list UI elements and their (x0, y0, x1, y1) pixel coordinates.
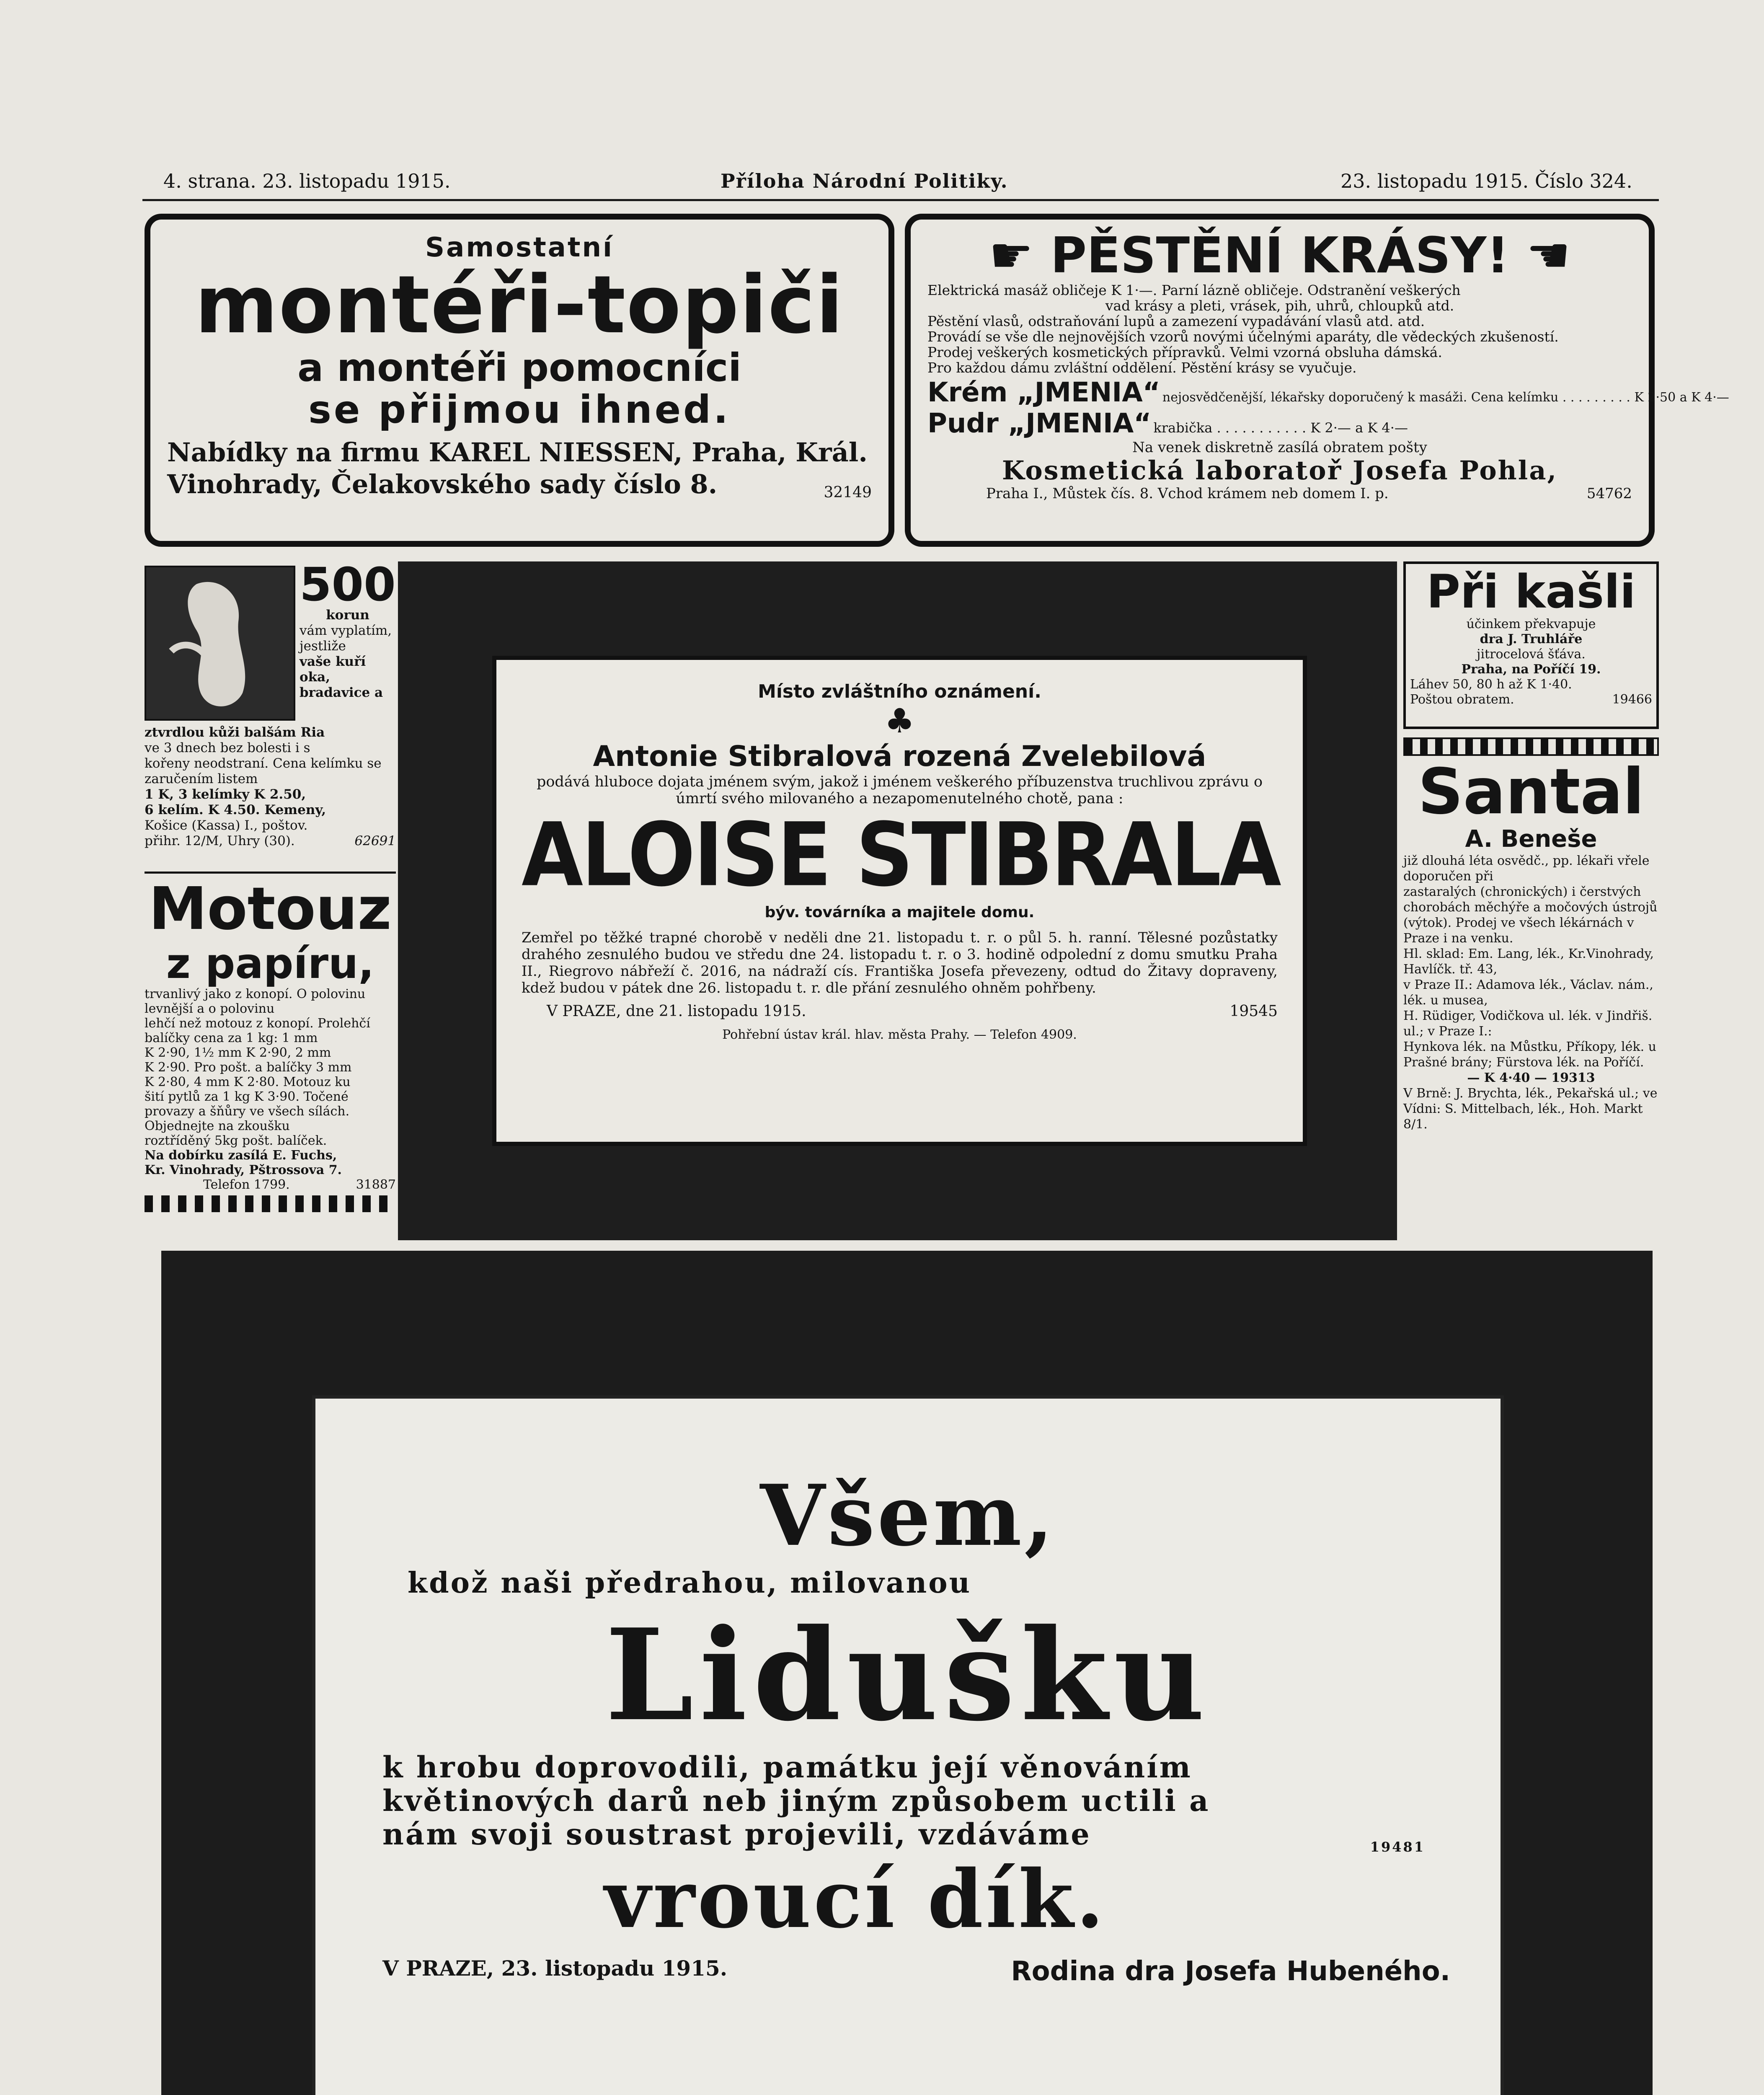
ad-motouz-line: roztříděný 5kg pošt. balíček. (145, 1133, 327, 1148)
ad-kasli-line: Láhev 50, 80 h až K 1·40. (1410, 677, 1572, 692)
notice-body: Zemřel po těžké trapné chorobě v neděli dne 21. listopadu t. r. o půl 5. h. ranní. Tělesné pozůstatky drahého zesnulého budou ve středu dne 24. listopadu t. r. o 3. hodině odpolední z domu smutku Praha II., Riegrovo nábřeží č. 2016, na nádraží cís. Františka Josefa převezeny, odtud do Žitavy dopraveny, kdež budou v pátek dne 26. listopadu t. r. dle přání zesnulého ohněm pohřbeny. (522, 929, 1278, 996)
ad-500-line: korun (326, 608, 369, 623)
right-column (1403, 561, 1659, 1240)
ad-krasa-pudr-label: Pudr „JMENIA“ (927, 408, 1152, 439)
ad-santal-line: již dlouhá léta osvědč., pp. lékaři vřele doporučen při (1403, 854, 1650, 884)
ad-santal-body (1403, 853, 1659, 1132)
ad-monteri-line6 (167, 468, 872, 500)
ad-500-code: 62691 (354, 833, 396, 848)
ad-monteri-topici (145, 214, 894, 547)
thanks-footer-row (341, 1956, 1475, 1987)
notice-place-date-line (522, 1002, 1278, 1021)
pointing-hand-icon: ☚ (1509, 226, 1571, 284)
pointing-hand-icon: ☛ (989, 226, 1051, 284)
ad-krasa-body-line: Prodej veškerých kosmetických přípravků. Velmi vzorná obsluha dámská. (927, 344, 1442, 360)
ad-motouz-line: trvanlivý jako z konopí. O polovinu levnější a o polovinu (145, 987, 366, 1016)
ad-santal-subtitle: A. Beneše (1465, 825, 1597, 853)
ad-krasa-krem (927, 377, 1729, 408)
ad-kasli-post: Poštou obratem. (1410, 692, 1514, 707)
ad-500-text-bottom (145, 725, 396, 849)
ad-krasa-pudr (927, 408, 1632, 439)
ad-motouz-line: lehčí než motouz z konopí. Prolehčí balíčky cena za 1 kg: 1 mm (145, 1016, 370, 1045)
ad-santal-price: — K 4·40 — 19313 (1467, 1071, 1595, 1085)
ad-motouz-body (145, 987, 396, 1192)
thanks-line5: květinových darů neb jiným způsobem uctili a (382, 1783, 1210, 1818)
ad-krasa-body (927, 282, 1632, 375)
thanks-line6: nám svoji soustrast projevili, vzdáváme (382, 1817, 1091, 1852)
ad-motouz (145, 874, 396, 1212)
ad-500-korun (145, 558, 396, 874)
notice-widow-name: Antonie Stibralová rozená Zvelebilová (593, 740, 1206, 773)
ad-kasli-line: účinkem překvapuje (1466, 617, 1596, 631)
ad-kasli-body (1410, 617, 1652, 707)
ad-pri-kasli (1403, 561, 1659, 729)
ad-krasa-body-line: Provádí se vše dle nejnovějších vzorů novými účelnými aparáty, dle vědeckých zkušeností. (927, 328, 1559, 345)
ad-500-text-top (300, 608, 396, 701)
ad-krasa-krem-label: Krém „JMENIA“ (927, 377, 1160, 408)
death-notice-stibral (492, 656, 1307, 1146)
thanks-closing: vroucí dík. (604, 1852, 1106, 1946)
ad-krasa-body-line: Elektrická masáž obličeje K 1·—. Parní lázně obličeje. Odstranění veškerých (927, 282, 1461, 298)
ad-krasa-venek: Na venek diskretně zasílá obratem pošty (1132, 439, 1427, 456)
ad-500-big: 500 (300, 558, 396, 611)
ad-santal-line: H. Rüdiger, Vodičkova ul. lék. v Jindřiš. ul.; v Praze I.: (1403, 1009, 1653, 1039)
header-rule (142, 199, 1659, 201)
thanks-code: 19481 (1370, 1839, 1425, 1855)
ad-santal-line: v Praze II.: Adamova lék., Václav. nám., lék. u musea, (1403, 978, 1653, 1008)
notice-place-date: V PRAZE, dne 21. listopadu 1915. (547, 1003, 806, 1020)
ad-motouz-line: provazy a šňůry ve všech sílách. Objednejte na zkoušku (145, 1104, 350, 1133)
ad-krasa-laboratory: Kosmetická laboratoř Josefa Pohla, (1002, 455, 1558, 486)
ad-motouz-line: K 2·90, 1½ mm K 2·90, 2 mm (145, 1045, 331, 1060)
ad-monteri-line5: Nabídky na firmu KAREL NIESSEN, Praha, Král. (167, 437, 868, 468)
ad-krasa-address-line (927, 485, 1632, 502)
ad-santal-line: Hl. sklad: Em. Lang, lék., Kr.Vinohrady, Havlíčk. tř. 43, (1403, 947, 1654, 977)
ad-500-line (145, 833, 396, 849)
ad-krasa-pudr-text: krabička . . . . . . . . . . . K 2·— a K 4·— (1153, 420, 1408, 436)
ad-kasli-line: dra J. Truhláře (1480, 632, 1583, 647)
ad-500-line: vám vyplatím, jestliže (300, 623, 392, 654)
issue-number: 23. listopadu 1915. Číslo 324. (1340, 170, 1632, 192)
ad-kasli-code: 19466 (1612, 692, 1652, 707)
ad-krasa-krem-text: nejosvědčenější, lékařsky doporučený k masáži. Cena kelímku . . . . . . . . . K 2·50 a K 4·— (1162, 390, 1729, 405)
ad-motouz-phone-line (145, 1177, 396, 1192)
notice-deceased-title: býv. továrníka a majitele domu. (764, 904, 1035, 921)
page-number-date: 4. strana. 23. listopadu 1915. (163, 170, 451, 192)
ad-santal-line: (výtok). Prodej ve všech lékárnách v Praze i na venku. (1403, 916, 1634, 946)
ad-500-line: 1 K, 3 kelímky K 2.50, (145, 787, 306, 802)
ad-motouz-line: Na dobírku zasílá E. Fuchs, (145, 1148, 337, 1163)
ad-krasa-body-line: Pro každou dámu zvláštní oddělení. Pěstění krásy se vyučuje. (927, 360, 1357, 376)
ad-krasa-body-line: Pěstění vlasů, odstraňování lupů a zamezení vypadávání vlasů atd. atd. (927, 313, 1425, 329)
decorative-border (1403, 737, 1659, 756)
ad-motouz-line: šití pytlů za 1 kg K 3·90. Točené (145, 1089, 349, 1104)
left-column (145, 558, 396, 1240)
ad-monteri-headline: montéři-topiči (195, 259, 844, 351)
thanks-line2: kdož naši předrahou, milovanou (408, 1566, 972, 1600)
ad-500-line: kořeny neodstraní. Cena kelímku se zaručením listem (145, 756, 382, 786)
supplement-title: Příloha Národní Politiky. (721, 170, 1008, 192)
notice-code: 19545 (1229, 1003, 1278, 1020)
thanks-notice-liduska (312, 1395, 1504, 2095)
ad-kasli-title: Při kašli (1426, 565, 1636, 618)
ad-kasli-line: Praha, na Poříčí 19. (1461, 662, 1601, 677)
ad-pesteni-krasy (905, 214, 1729, 547)
ad-krasa-address: Praha I., Můstek čís. 8. Vchod krámem neb domem I. p. (986, 485, 1389, 502)
ad-monteri-code: 32149 (824, 484, 872, 501)
ad-500-line: ztvrdlou kůži balšám Ria (145, 725, 325, 740)
ad-krasa-title-text: PĚSTĚNÍ KRÁSY! (1050, 226, 1509, 284)
thanks-greeting: Všem, (760, 1466, 1056, 1565)
ad-monteri-line1: Samostatní (425, 232, 614, 263)
ad-motouz-line: K 2·80, 4 mm K 2·80. Motouz ku (145, 1075, 351, 1089)
ad-500-address: přihr. 12/M, Uhry (30). (145, 833, 295, 848)
notice-intro: podává hluboce dojata jménem svým, jakož i jménem veškerého příbuzenstva truchlivou zprávu o úmrtí svého milovaného a nezapomenutelného chotě, pana : (536, 773, 1263, 807)
ad-motouz-title: Motouz (149, 875, 392, 943)
notice-undertaker: Pohřební ústav král. hlav. města Prahy. — Telefon 4909. (722, 1027, 1077, 1042)
notice-deceased-name: ALOISE STIBRALA (522, 804, 1280, 906)
ad-motouz-line: Kr. Vinohrady, Pštrossova 7. (145, 1163, 342, 1177)
ad-santal-title: Santal (1418, 755, 1645, 828)
ad-monteri-line3: a montéři pomocníci (297, 345, 741, 390)
ad-krasa-body-line: vad krásy a pleti, vrásek, pih, uhrů, chloupků atd. (1105, 297, 1454, 314)
ad-santal-line: Hynkova lék. na Můstku, Příkopy, lék. u Prašné brány; Fürstova lék. na Poříčí. (1403, 1040, 1656, 1070)
ad-motouz-phone: Telefon 1799. (203, 1177, 290, 1192)
ad-motouz-subtitle: z papíru, (166, 939, 374, 988)
ad-500-line: vaše kuří oka, bradavice a (300, 654, 383, 700)
foot-illustration-icon (146, 567, 294, 719)
ad-monteri-line4: se přijmou ihned. (308, 387, 731, 432)
ad-500-line: ve 3 dnech bez bolesti i s (145, 740, 310, 755)
thanks-name: Lidušku (605, 1601, 1211, 1749)
ad-motouz-code: 31887 (356, 1177, 396, 1192)
ad-monteri-address: Vinohrady, Čelakovského sady číslo 8. (167, 469, 718, 499)
thanks-signature: Rodina dra Josefa Hubeného. (1011, 1956, 1450, 1987)
thanks-place-date: V PRAZE, 23. listopadu 1915. (382, 1956, 728, 1981)
thanks-line6-row (341, 1817, 1475, 1855)
ad-kasli-line: jitrocelová šťáva. (1477, 647, 1586, 662)
club-ornament-icon: ♣ (884, 701, 915, 740)
foot-illustration-image (145, 566, 295, 721)
ad-krasa-code: 54762 (1586, 485, 1632, 502)
ad-santal-line: V Brně: J. Brychta, lék., Pekařská ul.; ve Vídni: S. Mittelbach, lék., Hoh. Markt 8/1. (1403, 1086, 1658, 1132)
thanks-line4: k hrobu doprovodili, památku její věnováním (382, 1750, 1192, 1785)
notice-head: Místo zvláštního oznámení. (758, 681, 1041, 702)
ad-500-line: Košice (Kassa) I., poštov. (145, 818, 308, 833)
decorative-border (145, 1195, 396, 1212)
ad-santal (1403, 756, 1659, 1132)
ad-motouz-line: K 2·90. Pro pošt. a balíčky 3 mm (145, 1060, 352, 1075)
ad-santal-line: zastaralých (chronických) i čerstvých chorobách měchýře a močových ústrojů (1403, 885, 1658, 915)
ad-500-line: 6 kelím. K 4.50. Kemeny, (145, 802, 326, 817)
ad-kasli-line-last (1410, 692, 1652, 707)
ad-krasa-title (927, 228, 1632, 282)
